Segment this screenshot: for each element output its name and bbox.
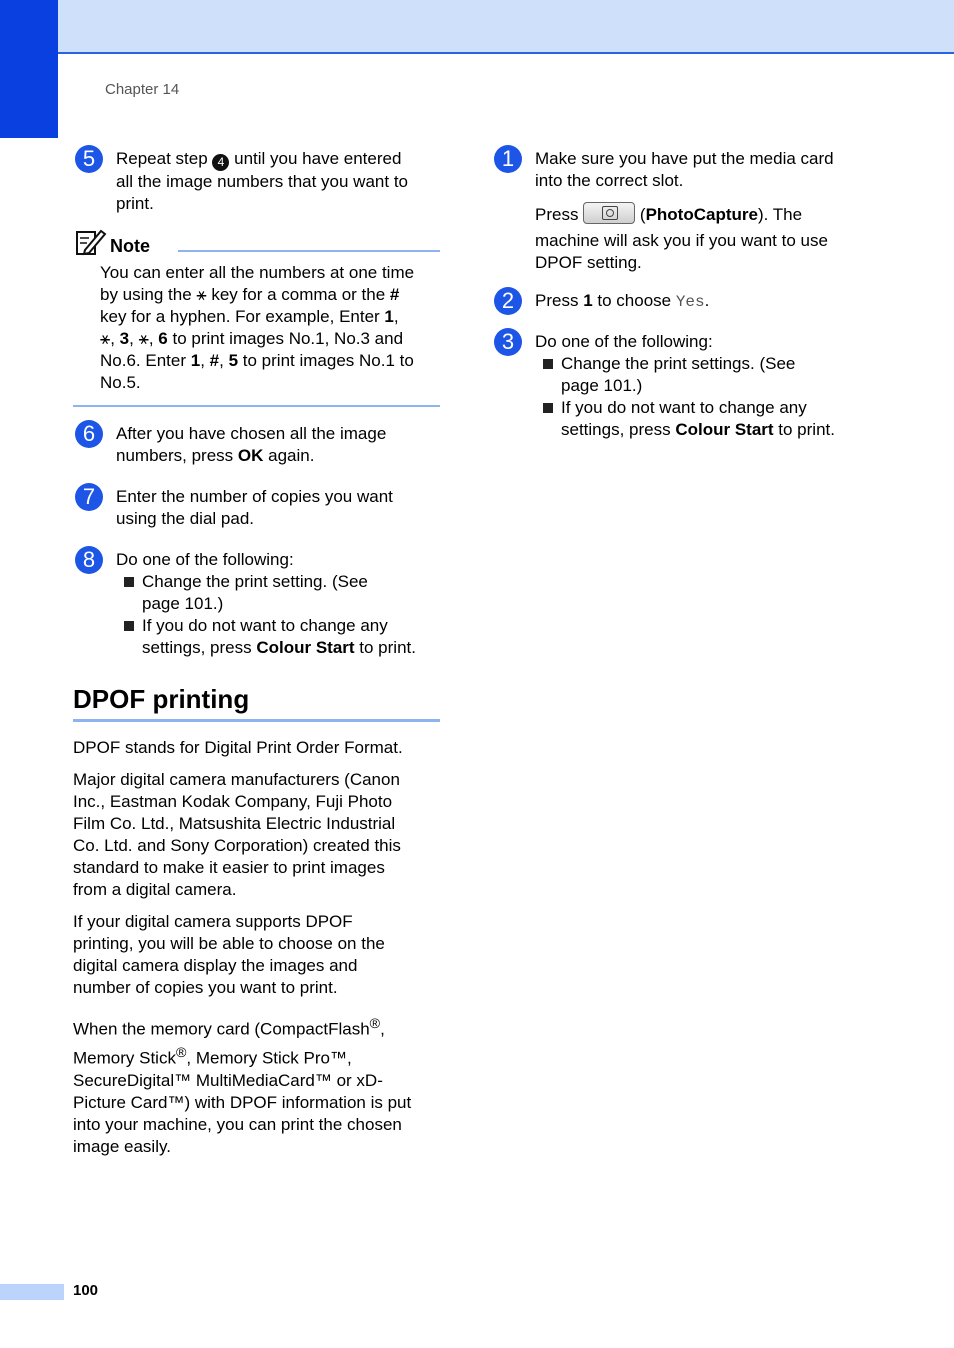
step-number-badge: 5 [75, 145, 103, 173]
note-label: Note [110, 236, 150, 256]
key-1: 1 [190, 351, 201, 370]
colour-start-key: Colour Start [256, 638, 355, 657]
text: No.6. Enter [100, 351, 191, 370]
text: key for a hyphen. For example, Enter [100, 307, 385, 326]
text-line [73, 1040, 445, 1070]
step-text-line [535, 290, 910, 313]
registered-mark: ® [369, 1016, 381, 1032]
step-number-badge: 1 [494, 145, 522, 173]
step-text-line: using the dial pad. [116, 509, 254, 528]
option-list [116, 571, 446, 659]
text-line: printing, you will be able to choose on the [73, 934, 385, 953]
text-line: standard to make it easier to print images [73, 858, 385, 877]
text: to choose [592, 291, 676, 310]
header-band [58, 0, 954, 54]
text: settings, press [561, 420, 676, 439]
note-line [100, 328, 442, 350]
text-line: image easily. [73, 1136, 171, 1156]
ok-key: OK [237, 446, 264, 465]
text: page 101.) [142, 594, 224, 613]
text: to print images No.1, No.3 and [167, 329, 404, 348]
text: If you do not want to change any [561, 398, 807, 417]
text: numbers, press [116, 446, 238, 465]
list-item [116, 615, 446, 659]
step-text-line: After you have chosen all the image [116, 424, 387, 443]
text: to print images No.1 to [238, 351, 414, 370]
text: page 101.) [561, 376, 643, 395]
registered-mark: ® [175, 1045, 187, 1061]
step-text-line: Do one of the following: [535, 332, 713, 351]
text: , [129, 329, 134, 348]
star-key-icon: ⚹ [100, 329, 111, 348]
paragraph [73, 769, 445, 901]
text: Press [535, 205, 584, 224]
text: Press [535, 291, 584, 310]
text-line [142, 637, 446, 659]
note-bottom-rule [73, 405, 440, 407]
note-line: You can enter all the numbers at one time [100, 263, 415, 282]
text-line: Picture Card™) with DPOF information is put [73, 1092, 412, 1112]
note-divider [178, 250, 440, 252]
step-text-line: into the correct slot. [535, 171, 684, 190]
text-line: Co. Ltd. and Sony Corporation) created this [73, 836, 401, 855]
note-pencil-icon [75, 228, 107, 258]
photocapture-button-icon [583, 202, 635, 224]
text: ( [635, 205, 646, 224]
photocapture-key: PhotoCapture [645, 205, 758, 224]
section-rule [73, 719, 440, 722]
step-number-badge: 7 [75, 483, 103, 511]
text: , Memory Stick Pro™, [186, 1048, 352, 1068]
step-text-line [116, 445, 446, 467]
step-text-line: machine will ask you if you want to use [535, 231, 828, 250]
text: If you do not want to change any [142, 616, 388, 635]
text: . [704, 291, 710, 310]
text-line: SecureDigital™ MultiMediaCard™ or xD- [73, 1070, 383, 1090]
note-line [100, 350, 442, 372]
star-key-icon: ⚹ [196, 285, 207, 304]
text: Change the print setting. (See [142, 572, 368, 591]
note-body [100, 262, 442, 394]
text-line: digital camera display the images and [73, 956, 358, 975]
text: ). The [757, 205, 803, 224]
text: Memory Stick [73, 1048, 176, 1068]
list-item [535, 353, 910, 397]
text-line [73, 1011, 445, 1040]
text-line: into your machine, you can print the chosen [73, 1114, 402, 1134]
text: , [219, 351, 224, 370]
text-line: Major digital camera manufacturers (Canon [73, 770, 400, 789]
text: , [200, 351, 205, 370]
note-line: No.5. [100, 373, 141, 392]
step-text-line [116, 148, 446, 171]
chapter-label: Chapter 14 [105, 81, 180, 98]
text-line: Film Co. Ltd., Matsushita Electric Industrial [73, 814, 396, 833]
step-text-line: Do one of the following: [116, 550, 294, 569]
footer-band [0, 1284, 64, 1300]
step-text-line: print. [116, 194, 154, 213]
note-header [75, 228, 440, 258]
key-1: 1 [384, 307, 394, 326]
key-3: 3 [119, 329, 130, 348]
step-text-line: Make sure you have put the media card [535, 149, 834, 168]
text: by using the [100, 285, 197, 304]
text: settings, press [142, 638, 257, 657]
colour-start-key: Colour Start [675, 420, 774, 439]
lcd-value: Yes [675, 293, 705, 311]
text: When the memory card (CompactFlash [73, 1019, 370, 1039]
text: key for a comma or the [206, 285, 390, 304]
text: , [110, 329, 115, 348]
hash-key: # [209, 351, 220, 370]
list-item [535, 397, 910, 441]
text: Change the print settings. (See [561, 354, 796, 373]
key-5: 5 [228, 351, 239, 370]
step-text-line [535, 202, 910, 226]
text: to print. [773, 420, 835, 439]
text: Repeat step [116, 149, 213, 168]
option-list [535, 353, 910, 441]
star-key-icon: ⚹ [138, 329, 149, 348]
section-title: DPOF printing [73, 684, 250, 714]
hash-key: # [389, 285, 400, 304]
text: , [393, 307, 399, 326]
text-line: from a digital camera. [73, 880, 237, 899]
step-text-line: DPOF setting. [535, 253, 642, 272]
step-number-badge: 6 [75, 420, 103, 448]
chapter-tab-marker [0, 0, 58, 138]
step-text-line: Enter the number of copies you want [116, 487, 393, 506]
text: , [148, 329, 154, 348]
list-item [116, 571, 446, 615]
paragraph [73, 1011, 445, 1158]
text-line: Inc., Eastman Kodak Company, Fuji Photo [73, 792, 393, 811]
key-6: 6 [158, 329, 168, 348]
note-line [100, 284, 442, 306]
step-number-badge: 3 [494, 328, 522, 356]
paragraph: DPOF stands for Digital Print Order Format. [73, 738, 403, 757]
note-line [100, 306, 442, 328]
step-number-badge: 8 [75, 546, 103, 574]
text-line [561, 419, 910, 441]
step-ref-icon: 4 [212, 154, 229, 171]
text-line: If your digital camera supports DPOF [73, 912, 353, 931]
text: , [380, 1019, 385, 1039]
paragraph [73, 911, 445, 999]
step-number-badge: 2 [494, 287, 522, 315]
page-number: 100 [73, 1282, 99, 1299]
key-1: 1 [583, 291, 593, 310]
step-text-line: all the image numbers that you want to [116, 172, 408, 191]
text: to print. [354, 638, 416, 657]
text: until you have entered [229, 149, 402, 168]
text: again. [263, 446, 315, 465]
text-line: number of copies you want to print. [73, 978, 338, 997]
